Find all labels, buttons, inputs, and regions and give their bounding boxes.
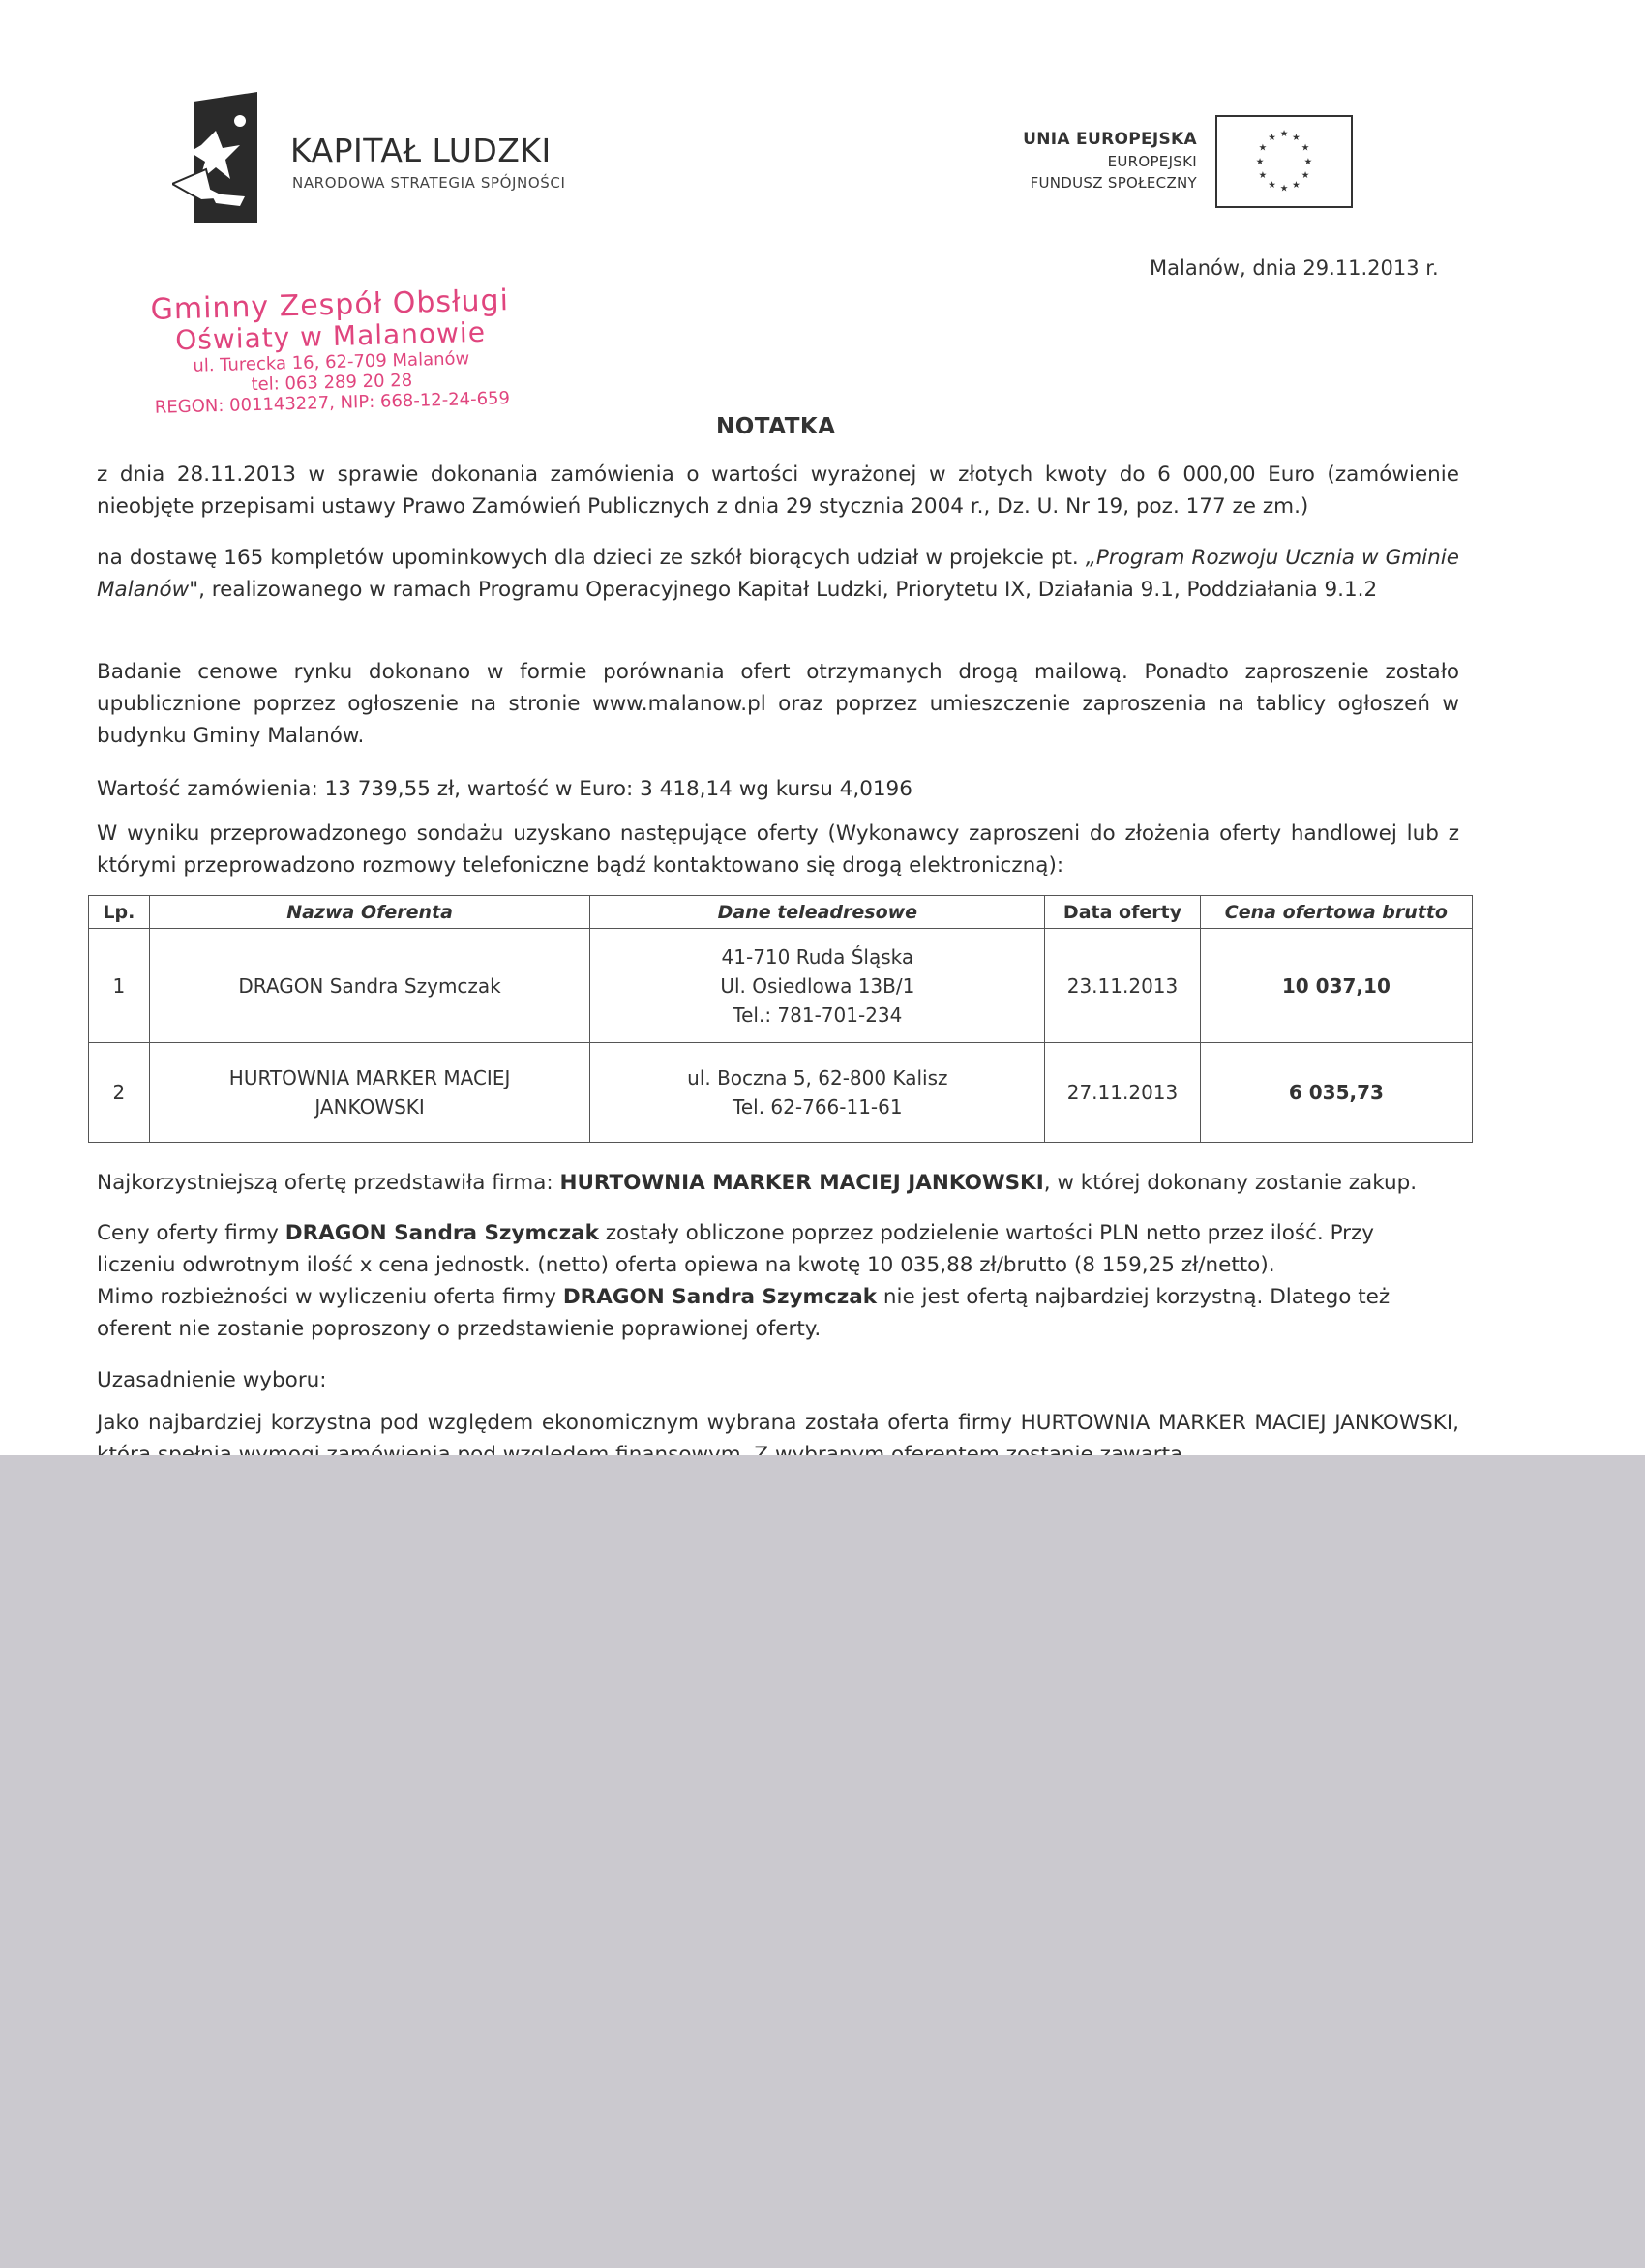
svg-text:★: ★ bbox=[1292, 179, 1301, 191]
svg-text:★: ★ bbox=[1268, 179, 1276, 191]
svg-text:★: ★ bbox=[1255, 156, 1265, 167]
svg-text:★: ★ bbox=[1292, 132, 1301, 143]
eu-line-2: EUROPEJSKI bbox=[1107, 153, 1197, 170]
header-price: Cena ofertowa brutto bbox=[1200, 896, 1472, 929]
cell-name: DRAGON Sandra Szymczak bbox=[149, 929, 590, 1043]
address-line: Ul. Osiedlowa 13B/1 bbox=[720, 973, 915, 998]
cell-address bbox=[590, 929, 1045, 1043]
address-line: ul. Boczna 5, 62-800 Kalisz bbox=[687, 1066, 948, 1089]
eu-text-block bbox=[1023, 130, 1197, 192]
eu-flag-icon bbox=[1215, 115, 1353, 208]
stamp-line-1: Gminny Zespół Obsługi bbox=[150, 284, 510, 327]
cell-price: 6 035,73 bbox=[1200, 1043, 1472, 1143]
cell-price: 10 037,10 bbox=[1200, 929, 1472, 1043]
best-offer-text-a: Najkorzystniejszą ofertę przedstawiła firma: bbox=[97, 1171, 560, 1195]
svg-text:★: ★ bbox=[1279, 129, 1289, 140]
stamp-line-4: tel: 063 289 20 28 bbox=[251, 370, 413, 396]
stamp-line-5: REGON: 001143227, NIP: 668-12-24-659 bbox=[154, 388, 511, 418]
table-row bbox=[89, 1043, 1473, 1143]
cell-name bbox=[149, 1043, 590, 1143]
header-name: Nazwa Oferenta bbox=[149, 896, 590, 929]
offers-table bbox=[88, 895, 1473, 1143]
paragraph-delivery bbox=[97, 542, 1459, 606]
paragraph-best-offer bbox=[97, 1167, 1459, 1199]
address-line: Tel. 62-766-11-61 bbox=[733, 1095, 903, 1119]
document-date: Malanów, dnia 29.11.2013 r. bbox=[1150, 256, 1439, 280]
header-date: Data oferty bbox=[1045, 896, 1201, 929]
svg-text:★: ★ bbox=[1258, 170, 1268, 182]
best-offer-company: HURTOWNIA MARKER MACIEJ JANKOWSKI bbox=[559, 1171, 1044, 1195]
price-note-text-d: nie jest ofertą najbardziej korzystną. Dlatego też oferent nie zostanie poproszony o przedstawienie poprawionej oferty. bbox=[97, 1285, 1391, 1341]
price-note-company-2: DRAGON Sandra Szymczak bbox=[562, 1285, 878, 1309]
document-title: NOTATKA bbox=[716, 414, 836, 439]
address-line: Tel.: 781-701-234 bbox=[733, 1002, 903, 1027]
paragraph-order-value: Wartość zamówienia: 13 739,55 zł, wartość w Euro: 3 418,14 wg kursu 4,0196 bbox=[97, 777, 912, 801]
cell-lp: 2 bbox=[89, 1043, 150, 1143]
cell-date: 27.11.2013 bbox=[1045, 1043, 1201, 1143]
name-line: HURTOWNIA MARKER MACIEJ bbox=[228, 1066, 511, 1089]
svg-text:★: ★ bbox=[1301, 170, 1310, 182]
eu-line-1: UNIA EUROPEJSKA bbox=[1023, 130, 1197, 149]
name-line: JANKOWSKI bbox=[314, 1095, 425, 1119]
cell-lp: 1 bbox=[89, 929, 150, 1043]
address-line: 41-710 Ruda Śląska bbox=[721, 944, 914, 969]
paragraph-offers-intro: W wyniku przeprowadzonego sondażu uzyskano następujące oferty (Wykonawcy zaproszeni do złożenia oferty handlowej lub z którymi przeprowadzono rozmowy telefoniczne bądź kontaktowano się drogą elektroniczną): bbox=[97, 821, 1459, 878]
paragraph-price-note bbox=[97, 1217, 1459, 1345]
header-lp: Lp. bbox=[89, 896, 150, 929]
paragraph-market-research: Badanie cenowe rynku dokonano w formie porównania ofert otrzymanych drogą mailową. Ponadto zaproszenie zostało upublicznione poprzez ogłoszenie na stronie www.malanow.pl oraz poprzez umieszczenie zaproszenia na tablicy ogłoszeń w budynku Gminy Malanów. bbox=[97, 660, 1459, 748]
kapital-ludzki-subtitle: NARODOWA STRATEGIA SPÓJNOŚCI bbox=[292, 174, 566, 192]
table-row bbox=[89, 929, 1473, 1043]
header-address: Dane teleadresowe bbox=[590, 896, 1045, 929]
paragraph-delivery-text-b: , realizowanego w ramach Programu Operacyjnego Kapitał Ludzki, Priorytetu IX, Działania 9.1, Poddziałania 9.1.2 bbox=[198, 578, 1378, 602]
paragraph-delivery-text-a: na dostawę 165 kompletów upominkowych dla dzieci ze szkół biorących udział w projekcie pt. bbox=[97, 546, 1086, 570]
institution-stamp bbox=[145, 284, 516, 418]
price-note-text-c: Mimo rozbieżności w wyliczeniu oferta firmy bbox=[97, 1285, 563, 1309]
stamp-line-2: Oświaty w Malanowie bbox=[174, 315, 487, 357]
svg-text:★: ★ bbox=[1303, 156, 1313, 167]
project-name: „Program Rozwoju Ucznia w Gminie Malanów" bbox=[97, 546, 1459, 602]
price-note-text-b: zostały obliczone poprzez podzielenie wartości PLN netto przez ilość. Przy liczeniu odwrotnym ilość x cena jednostk. (netto) oferta opiewa na kwotę 10 035,88 zł/brutto (8 159,25 zł/netto). bbox=[97, 1221, 1375, 1277]
paragraph-intro: z dnia 28.11.2013 w sprawie dokonania zamówienia o wartości wyrażonej w złotych kwoty do 6 000,00 Euro (zamówienie nieobjęte przepisami ustawy Prawo Zamówień Publicznych z dnia 29 stycznia 2004 r., Dz. U. Nr 19, poz. 177 ze zm.) bbox=[97, 463, 1459, 519]
paragraph-justification-heading: Uzasadnienie wyboru: bbox=[97, 1368, 327, 1392]
kapital-ludzki-logo bbox=[172, 92, 259, 223]
eu-line-3: FUNDUSZ SPOŁECZNY bbox=[1030, 174, 1197, 192]
best-offer-text-b: , w której dokonany zostanie zakup. bbox=[1043, 1171, 1418, 1195]
stamp-line-3: ul. Turecka 16, 62-709 Malanów bbox=[193, 348, 470, 376]
cell-address bbox=[590, 1043, 1045, 1143]
svg-text:★: ★ bbox=[1279, 183, 1289, 194]
svg-text:★: ★ bbox=[1301, 142, 1310, 154]
price-note-text-a: Ceny oferty firmy bbox=[97, 1221, 285, 1245]
paragraph-justification: Jako najbardziej korzystna pod względem ekonomicznym wybrana została oferta firmy HURTOWNIA MARKER MACIEJ JANKOWSKI, bbox=[97, 1411, 1459, 1435]
price-note-company: DRAGON Sandra Szymczak bbox=[284, 1221, 599, 1245]
table-header-row bbox=[89, 896, 1473, 929]
cell-date: 23.11.2013 bbox=[1045, 929, 1201, 1043]
kapital-ludzki-title: KAPITAŁ LUDZKI bbox=[290, 132, 552, 169]
scan-blank-area bbox=[0, 1455, 1645, 2268]
svg-text:★: ★ bbox=[1268, 132, 1276, 143]
svg-text:★: ★ bbox=[1258, 142, 1268, 154]
